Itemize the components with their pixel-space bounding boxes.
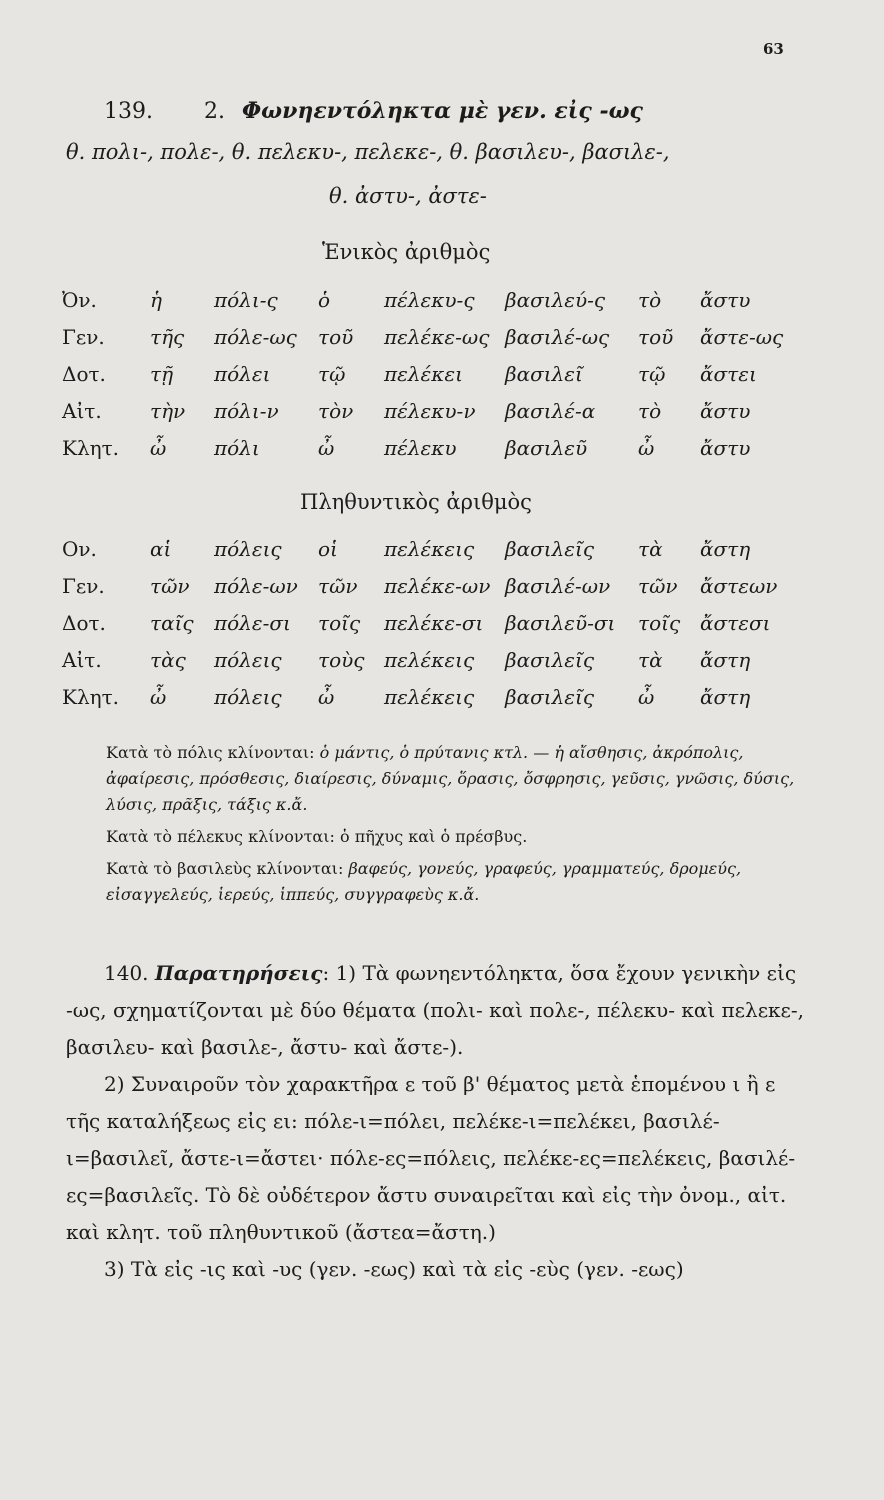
note-basileus-words: βαφεύς, γονεύς, γραφεύς, γραμματεύς, δρομεύς, εἰσαγγελεύς, ἱερεύς, ἱππεύς, συγγραφεὺς κ.ἄ. xyxy=(106,859,742,904)
plural-cell-a1: αἱ xyxy=(150,537,172,561)
note-basileus-intro: Κατὰ τὸ βασιλεὺς κλίνονται: xyxy=(106,859,344,878)
singular-title: Ἑνικὸς ἀριθμὸς xyxy=(322,240,491,264)
singular-cell-b2: πελέκε-ως xyxy=(384,325,490,349)
singular-cell-a2: πόλι-ς xyxy=(214,288,278,312)
section-number: 139. xyxy=(104,99,153,124)
singular-cell-d1: τὸ xyxy=(638,399,662,423)
stems-line-2: θ. ἀστυ-, ἀστε- xyxy=(329,184,487,208)
singular-cell-c: βασιλεύ-ς xyxy=(505,288,606,312)
plural-cell-d1: τὰ xyxy=(638,537,663,561)
plural-cell-a1: ταῖς xyxy=(150,611,194,635)
singular-cell-case: Γεν. xyxy=(62,325,105,349)
plural-cell-d2: ἄστεσι xyxy=(700,611,771,635)
plural-cell-b1: τοὺς xyxy=(318,648,365,672)
plural-cell-b1: τοῖς xyxy=(318,611,361,635)
singular-cell-d1: τὸ xyxy=(638,288,662,312)
singular-cell-a1: ἡ xyxy=(150,288,162,312)
plural-cell-a2: πόλε-σι xyxy=(214,611,291,635)
plural-cell-a1: ὦ xyxy=(150,685,167,709)
section-140-p2: 2) Συναιροῦν τὸν χαρακτῆρα ε τοῦ β' θέματος μετὰ ἑπομένου ι ἢ ε τῆς καταλήξεως εἰς ει: πόλε-ι=πόλει, πελέκε-ι=πελέκει, βασιλέ-ι=βασιλεῖ, ἄστε-ι=ἄστει· πόλε-ες=πόλεις, πελέκε-ες=πελέκεις, βασιλέ-ες=βασιλεῖς. Τὸ δὲ οὐδέτερον ἄστυ συναιρεῖται καὶ εἰς τὴν ὀνομ., αἰτ. καὶ κλητ. τοῦ πληθυντικοῦ (ἄστεα=ἄστη.) xyxy=(66,1072,796,1244)
plural-cell-a2: πόλεις xyxy=(214,648,282,672)
singular-cell-case: Κλητ. xyxy=(62,436,120,460)
note-basileus xyxy=(96,856,806,908)
plural-cell-d2: ἄστεων xyxy=(700,574,778,598)
singular-cell-a2: πόλι-ν xyxy=(214,399,279,423)
note-pelekys xyxy=(96,824,806,850)
note-polis xyxy=(96,740,806,818)
plural-title: Πληθυντικὸς ἀριθμὸς xyxy=(300,490,532,514)
plural-cell-a1: τὰς xyxy=(150,648,186,672)
note-pelekys-words: ὁ πῆχυς καὶ ὁ πρέσβυς. xyxy=(340,827,528,846)
plural-cell-case: Γεν. xyxy=(62,574,105,598)
sub-number: 2. xyxy=(203,99,225,124)
singular-cell-a2: πόλει xyxy=(214,362,271,386)
singular-cell-d1: τοῦ xyxy=(638,325,674,349)
singular-cell-b2: πέλεκυ xyxy=(384,436,457,460)
singular-cell-a1: τῇ xyxy=(150,362,174,386)
plural-cell-case: Ον. xyxy=(62,537,97,561)
plural-cell-a2: πόλεις xyxy=(214,537,282,561)
section-140-p3: 3) Τὰ εἰς -ις καὶ -υς (γεν. -εως) καὶ τὰ εἰς -εὺς (γεν. -εως) xyxy=(104,1257,684,1281)
singular-cell-c: βασιλεῦ xyxy=(505,436,588,460)
singular-cell-d1: ὦ xyxy=(638,436,655,460)
singular-cell-c: βασιλεῖ xyxy=(505,362,583,386)
section-heading xyxy=(104,98,643,124)
section-140-number: 140. xyxy=(104,961,149,985)
plural-cell-d2: ἄστη xyxy=(700,685,751,709)
singular-cell-b2: πελέκει xyxy=(384,362,463,386)
plural-cell-c: βασιλεῖς xyxy=(505,648,595,672)
plural-cell-b2: πελέκε-ων xyxy=(384,574,491,598)
plural-cell-b2: πελέκε-σι xyxy=(384,611,484,635)
plural-cell-a2: πόλε-ων xyxy=(214,574,298,598)
singular-cell-d2: ἄστε-ως xyxy=(700,325,784,349)
plural-cell-b2: πελέκεις xyxy=(384,685,475,709)
plural-cell-d2: ἄστη xyxy=(700,648,751,672)
plural-cell-b1: ὦ xyxy=(318,685,335,709)
singular-cell-b1: ὦ xyxy=(318,436,335,460)
singular-cell-b2: πέλεκυ-ν xyxy=(384,399,476,423)
plural-cell-d1: τοῖς xyxy=(638,611,681,635)
singular-cell-c: βασιλέ-ως xyxy=(505,325,610,349)
section-140-title: Παρατηρήσεις xyxy=(154,961,323,985)
section-140-p1 xyxy=(66,955,810,1066)
declension-notes xyxy=(96,740,806,914)
page-number: 63 xyxy=(763,40,784,58)
singular-cell-case: Αἰτ. xyxy=(62,399,102,423)
stems-line-1: θ. πολι-, πολε-, θ. πελεκυ-, πελεκε-, θ. βασιλευ-, βασιλε-, xyxy=(66,140,670,164)
singular-cell-d2: ἄστυ xyxy=(700,288,751,312)
singular-cell-b1: ὁ xyxy=(318,288,331,312)
singular-cell-case: Ὀν. xyxy=(62,288,97,312)
plural-cell-b1: τῶν xyxy=(318,574,358,598)
plural-cell-c: βασιλεῖς xyxy=(505,537,595,561)
plural-cell-d2: ἄστη xyxy=(700,537,751,561)
singular-cell-a1: τῆς xyxy=(150,325,185,349)
singular-cell-a2: πόλι xyxy=(214,436,260,460)
plural-cell-c: βασιλεῖς xyxy=(505,685,595,709)
plural-cell-b2: πελέκεις xyxy=(384,648,475,672)
singular-cell-a1: ὦ xyxy=(150,436,167,460)
plural-cell-c: βασιλεῦ-σι xyxy=(505,611,616,635)
plural-cell-case: Κλητ. xyxy=(62,685,120,709)
section-140 xyxy=(66,955,810,1288)
note-pelekys-intro: Κατὰ τὸ πέλεκυς κλίνονται: xyxy=(106,827,335,846)
plural-cell-d1: ὦ xyxy=(638,685,655,709)
singular-cell-case: Δοτ. xyxy=(62,362,106,386)
singular-cell-d2: ἄστυ xyxy=(700,436,751,460)
singular-cell-a2: πόλε-ως xyxy=(214,325,297,349)
singular-cell-d1: τῷ xyxy=(638,362,666,386)
plural-cell-b2: πελέκεις xyxy=(384,537,475,561)
plural-cell-c: βασιλέ-ων xyxy=(505,574,611,598)
plural-cell-case: Αἰτ. xyxy=(62,648,102,672)
section-140-p1-text: : 1) Τὰ φωνηεντόληκτα, ὅσα ἔχουν γενικὴν εἰς -ως, σχηματίζονται μὲ δύο θέματα (πολι- καὶ πολε-, πέλεκυ- καὶ πελεκε-, βασιλευ- καὶ βασιλε-, ἄστυ- καὶ ἄστε-). xyxy=(66,961,805,1059)
singular-cell-b1: τοῦ xyxy=(318,325,354,349)
section-title: Φωνηεντόληκτα μὲ γεν. εἰς -ως xyxy=(241,98,643,124)
plural-cell-case: Δοτ. xyxy=(62,611,106,635)
plural-cell-a1: τῶν xyxy=(150,574,190,598)
singular-cell-c: βασιλέ-α xyxy=(505,399,596,423)
plural-cell-d1: τὰ xyxy=(638,648,663,672)
note-polis-words: ὁ μάντις, ὁ πρύτανις κτλ. — ἡ αἴσθησις, ἀκρόπολις, ἀφαίρεσις, πρόσθεσις, διαίρεσις, δύναμις, ὅρασις, ὄσφρησις, γεῦσις, γνῶσις, δύσις, λύσις, πρᾶξις, τάξις κ.ἄ. xyxy=(106,743,795,814)
plural-cell-d1: τῶν xyxy=(638,574,678,598)
singular-cell-a1: τὴν xyxy=(150,399,186,423)
plural-cell-a2: πόλεις xyxy=(214,685,282,709)
note-polis-intro: Κατὰ τὸ πόλις κλίνονται: xyxy=(106,743,315,762)
singular-cell-b1: τῷ xyxy=(318,362,346,386)
singular-cell-d2: ἄστυ xyxy=(700,399,751,423)
singular-cell-b2: πέλεκυ-ς xyxy=(384,288,475,312)
singular-cell-d2: ἄστει xyxy=(700,362,757,386)
singular-cell-b1: τὸν xyxy=(318,399,354,423)
plural-cell-b1: οἱ xyxy=(318,537,338,561)
